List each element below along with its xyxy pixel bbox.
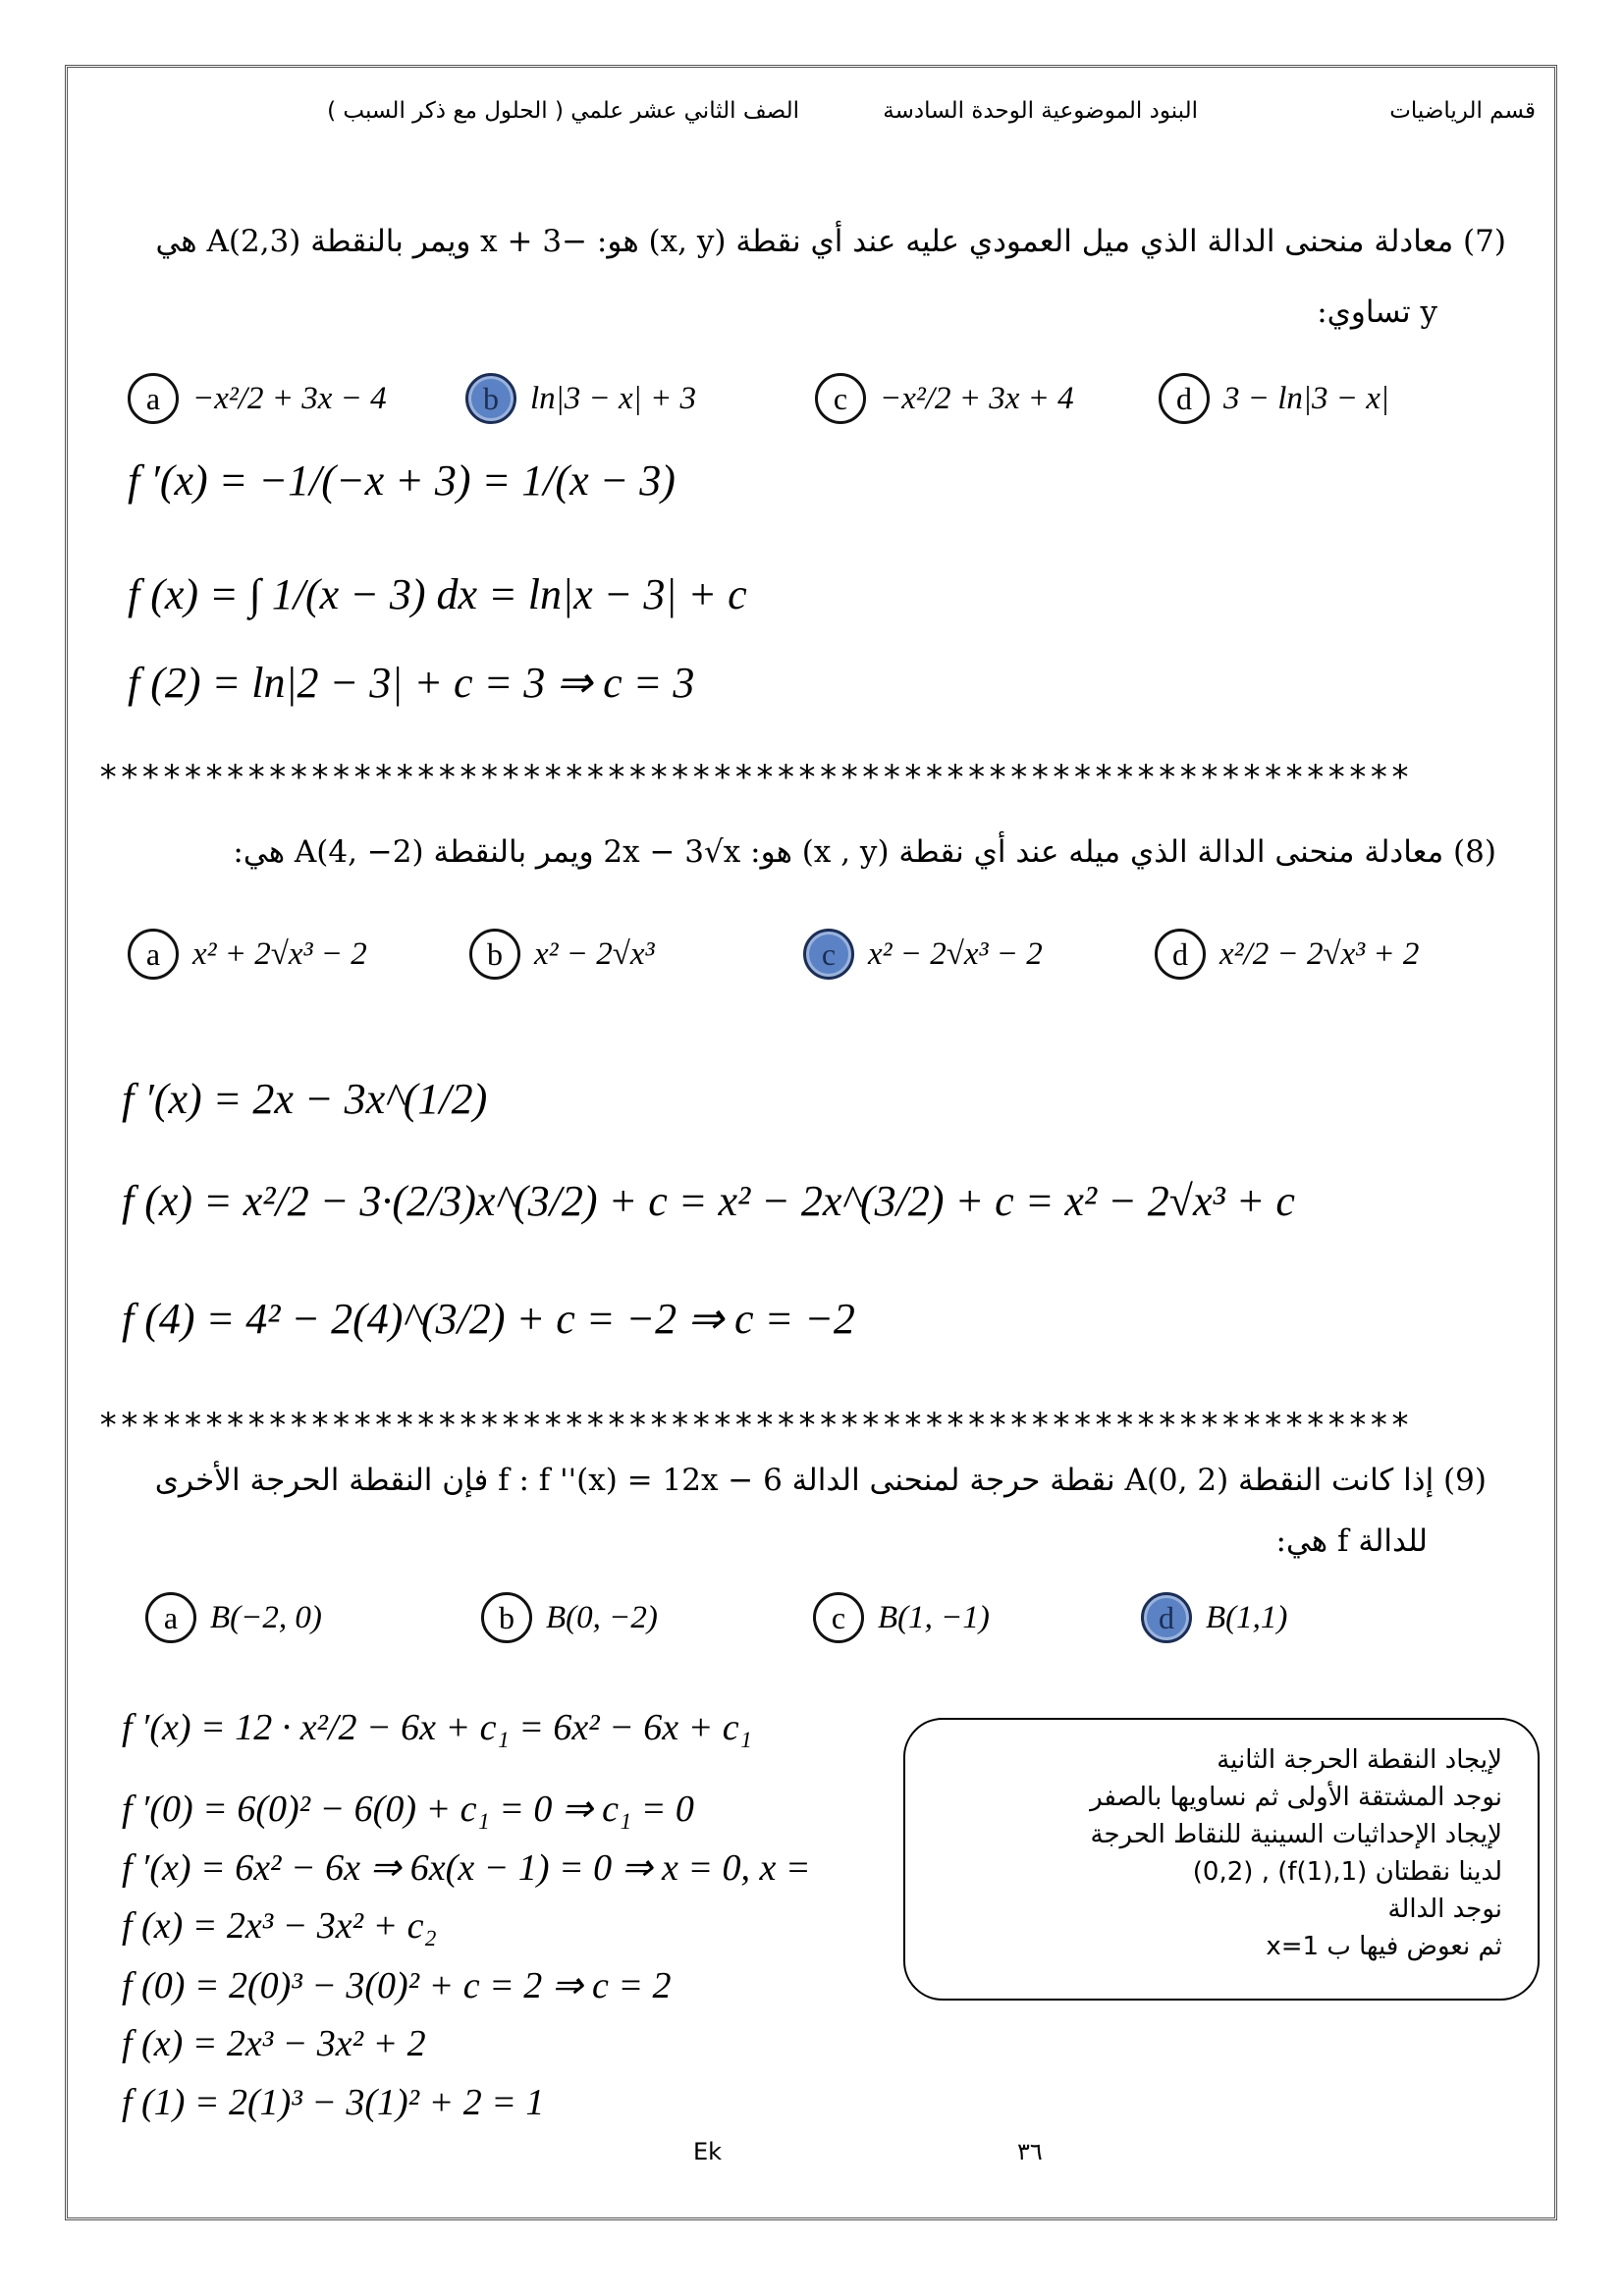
q8-option-a[interactable] (128, 929, 367, 980)
note-line: نوجد الدالة (1387, 1895, 1502, 1924)
option-text: B(1, −1) (878, 1599, 990, 1635)
option-letter-b: b (481, 1592, 532, 1643)
option-text: −x²/2 + 3x + 4 (880, 380, 1074, 416)
q9-solution-line-3: f ′(x) = 6x² − 6x ⇒ 6x(x − 1) = 0 ⇒ x = 0, x = (122, 1847, 811, 1889)
option-text: B(1,1) (1206, 1599, 1288, 1635)
q7-option-b[interactable] (465, 373, 696, 424)
option-letter-a: a (128, 373, 179, 424)
q9-statement-cont: للدالة f هي: (1275, 1523, 1428, 1559)
q8-option-c[interactable] (803, 929, 1043, 980)
q8-statement: (8) معادلة منحنى الدالة الذي ميله عند أي نقطة (x , y) هو: 2x − 3√x ويمر بالنقطة A(4, −2) هي: (233, 834, 1496, 870)
q7-option-c[interactable] (815, 373, 1074, 424)
q8-solution-line-1: f ′(x) = 2x − 3x^(1/2) (122, 1075, 488, 1123)
option-letter-d: d (1155, 929, 1206, 980)
option-letter-d-selected: d (1141, 1592, 1192, 1643)
q8-option-d[interactable] (1155, 929, 1419, 980)
q9-option-d[interactable] (1141, 1592, 1287, 1643)
header-grade: الصف الثاني عشر علمي ( الحلول مع ذكر السبب ) (327, 98, 799, 124)
option-letter-c: c (813, 1592, 864, 1643)
q9-solution-line-4: f (x) = 2x³ − 3x² + c₂ (122, 1905, 437, 1947)
separator: ************************************************************** (98, 758, 1412, 797)
note-line: لدينا نقطتان (1,f(1)) , (0,2) (1192, 1857, 1502, 1887)
page-number: ٣٦ (1017, 2138, 1043, 2165)
note-line: نوجد المشتقة الأولى ثم نساويها بالصفر (1090, 1783, 1502, 1812)
option-text: x² − 2√x³ (534, 935, 655, 972)
q7-option-a[interactable] (128, 373, 387, 424)
header-unit: البنود الموضوعية الوحدة السادسة (883, 98, 1198, 124)
option-letter-b: b (469, 929, 520, 980)
option-letter-a: a (128, 929, 179, 980)
q7-solution-line-2: f (x) = ∫ 1/(x − 3) dx = ln|x − 3| + c (128, 570, 747, 618)
option-letter-c: c (815, 373, 866, 424)
option-text: −x²/2 + 3x − 4 (192, 380, 387, 416)
footer-author: Ek (693, 2138, 723, 2165)
separator: ************************************************************** (98, 1406, 1412, 1445)
note-line: ثم نعوض فيها ب x=1 (1266, 1932, 1502, 1961)
option-text: ln|3 − x| + 3 (530, 380, 696, 416)
q9-solution-line-2: f ′(0) = 6(0)² − 6(0) + c₁ = 0 ⇒ c₁ = 0 (122, 1789, 694, 1830)
q8-solution-line-3: f (4) = 4² − 2(4)^(3/2) + c = −2 ⇒ c = −2 (122, 1295, 855, 1343)
header-department: قسم الرياضيات (1389, 98, 1536, 124)
q9-solution-line-1: f ′(x) = 12 · x²/2 − 6x + c₁ = 6x² − 6x + c₁ (122, 1707, 752, 1748)
q7-option-d[interactable] (1159, 373, 1389, 424)
option-letter-a: a (145, 1592, 196, 1643)
q8-option-b[interactable] (469, 929, 654, 980)
q9-option-b[interactable] (481, 1592, 658, 1643)
q9-solution-line-5: f (0) = 2(0)³ − 3(0)² + c = 2 ⇒ c = 2 (122, 1965, 672, 2006)
q7-statement-cont: y تساوي: (1317, 294, 1437, 330)
note-line: لإيجاد النقطة الحرجة الثانية (1217, 1745, 1502, 1775)
q7-statement: (7) معادلة منحنى الدالة الذي ميل العمودي عليه عند أي نقطة (x, y) هو: −x + 3 ويمر بالنقطة A(2,3) هي (155, 224, 1506, 259)
option-text: 3 − ln|3 − x| (1223, 380, 1389, 416)
option-text: x² + 2√x³ − 2 (192, 935, 367, 972)
q9-statement: (9) إذا كانت النقطة A(0, 2) نقطة حرجة لمنحنى الدالة f : f ''(x) = 12x − 6 فإن النقطة الحرجة الأخرى (154, 1463, 1487, 1498)
option-text: B(−2, 0) (210, 1599, 322, 1635)
q7-solution-line-1: f ′(x) = −1/(−x + 3) = 1/(x − 3) (128, 456, 676, 505)
note-line: لإيجاد الإحداثيات السينية للنقاط الحرجة (1090, 1820, 1502, 1849)
q9-solution-line-7: f (1) = 2(1)³ − 3(1)² + 2 = 1 (122, 2082, 545, 2123)
option-text: x²/2 − 2√x³ + 2 (1219, 935, 1420, 972)
q9-solution-line-6: f (x) = 2x³ − 3x² + 2 (122, 2023, 426, 2064)
q9-option-a[interactable] (145, 1592, 322, 1643)
option-letter-d: d (1159, 373, 1210, 424)
q7-solution-line-3: f (2) = ln|2 − 3| + c = 3 ⇒ c = 3 (128, 659, 695, 707)
q8-solution-line-2: f (x) = x²/2 − 3·(2/3)x^(3/2) + c = x² − 2x^(3/2) + c = x² − 2√x³ + c (122, 1177, 1295, 1225)
option-text: B(0, −2) (546, 1599, 658, 1635)
explanation-note-box (903, 1718, 1540, 2001)
option-letter-c-selected: c (803, 929, 854, 980)
option-letter-b-selected: b (465, 373, 516, 424)
option-text: x² − 2√x³ − 2 (868, 935, 1043, 972)
q9-option-c[interactable] (813, 1592, 990, 1643)
